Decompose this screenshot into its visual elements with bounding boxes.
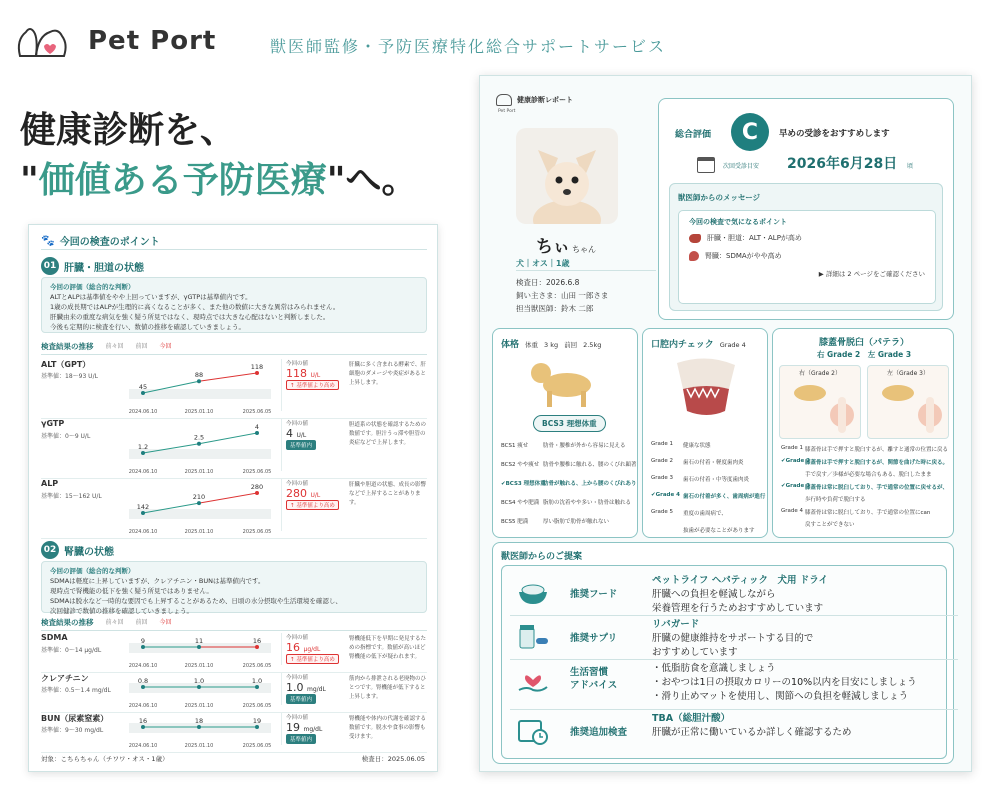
kidney-icon xyxy=(689,251,699,261)
suggestion-title: 獣医師からのご提案 xyxy=(501,552,583,562)
trend-point xyxy=(255,645,259,649)
suggestion-line: 肝臓への負担を軽減しながら xyxy=(652,589,776,600)
metric-name: ALP xyxy=(41,479,59,488)
trend-date-label: 2024.06.10 xyxy=(129,663,158,669)
grade-description: 肋骨や腰椎に触れる、腰のくびれ顕著 xyxy=(543,462,637,468)
current-value-number: 1.0 xyxy=(286,681,304,694)
supplement-icon xyxy=(516,622,550,652)
suggestion-line: 栄養管理を行うためおすすめしています xyxy=(652,603,824,614)
calendar-icon xyxy=(697,157,715,173)
metric-description: 腎機能低下を早期に発見するための指標です。数値が高いほど腎機能の低下が疑われます。 xyxy=(349,636,427,660)
metric-row xyxy=(41,633,427,673)
metric-trend-chart xyxy=(129,479,271,537)
metric-row xyxy=(41,673,427,713)
trend-value-label: 4 xyxy=(254,423,260,431)
brand-name: Pet Port xyxy=(88,26,217,56)
trend-value-label: 1.0 xyxy=(193,677,205,685)
current-value xyxy=(286,681,343,694)
trend-svg xyxy=(129,359,271,417)
grade-description: 歯石の付着・軽度歯肉炎 xyxy=(683,460,744,466)
small-logo-icon xyxy=(496,94,512,106)
current-value-label: 今回の値 xyxy=(286,635,309,641)
trend-date-label: 2025.06.05 xyxy=(242,529,271,535)
grade-code: BCS2 やや痩せ xyxy=(501,462,540,468)
message-point-kidney: 腎臓：SDMAがやや高め xyxy=(689,251,782,261)
trend-point xyxy=(197,379,201,383)
left-footer-date: 検査日：2025.06.05 xyxy=(361,755,425,763)
small-logo-text: Pet Port xyxy=(498,109,516,114)
suggestion-row xyxy=(510,618,958,660)
trend-point xyxy=(197,725,201,729)
trend-point xyxy=(255,371,259,375)
dog-teeth-photo xyxy=(673,353,739,423)
trend-value-label: 210 xyxy=(192,493,206,502)
patella-left-card: 左（Grade 3） xyxy=(867,365,949,439)
grade-description: 健康な状態 xyxy=(683,443,711,449)
current-value-box xyxy=(281,359,343,411)
pet-info: 犬｜オス｜1歳 xyxy=(516,259,570,268)
trend-date-label: 2024.06.10 xyxy=(129,743,158,749)
heart-hand-icon xyxy=(516,666,550,696)
trend-date-label: 2025.06.05 xyxy=(242,743,271,749)
message-inner-box: 今回の検査で気になるポイント 肝臓・胆道：ALT・ALPが高め 腎臓：SDMAがやや高め ▶ 詳細は 2 ページをご確認ください xyxy=(678,210,936,304)
current-value-box xyxy=(281,633,343,665)
grade-description: 戻すことができない xyxy=(805,522,855,528)
headline xyxy=(20,106,418,206)
patella-panel xyxy=(772,328,954,538)
grade-description: 手で戻す／歩様が必要な場合もある、脱臼したまま xyxy=(805,472,932,478)
trend-date-label: 2025.06.05 xyxy=(242,663,271,669)
status-badge: ↑ 基準値より高め xyxy=(286,500,339,510)
reference-band xyxy=(129,449,271,459)
calendar-clock-icon xyxy=(516,716,550,746)
kidney-trend-heading: 検査結果の推移 前々回 前回 今回 xyxy=(41,617,427,631)
message-panel: 獣医師からのメッセージ 今回の検査で気になるポイント 肝臓・胆道：ALT・ALPが高め 腎臓：SDMAがやや高め ▶ 詳細は 2 ページをご確認ください xyxy=(669,183,943,311)
suggestion-row xyxy=(510,662,958,710)
trend-point xyxy=(141,511,145,515)
current-value-number: 280 xyxy=(286,487,307,500)
suggestion-label: 推奨サプリ xyxy=(570,633,618,644)
grade-code: Grade 1 xyxy=(651,441,674,447)
trend-value-label: 280 xyxy=(250,483,264,491)
current-value-label: 今回の値 xyxy=(286,421,309,427)
trend-point xyxy=(255,431,259,435)
bcs-badge: BCS3 理想体重 xyxy=(533,415,606,432)
current-value-unit: U/L xyxy=(296,432,307,439)
right-report-page xyxy=(479,75,972,772)
trend-svg xyxy=(129,633,271,671)
next-visit-date: 2026年6月28日 xyxy=(787,156,898,172)
oral-panel xyxy=(642,328,768,538)
message-point-liver: 肝臓・胆道：ALT・ALPが高め xyxy=(689,233,802,243)
metric-description: 肝臓に多く含まれる酵素で、肝細胞のダメージや炎症があると上昇します。 xyxy=(349,362,426,386)
grade-code: BCS5 肥満 xyxy=(501,519,529,525)
trend-date-label: 2025.01.10 xyxy=(184,743,214,749)
suggestion-text xyxy=(652,662,917,704)
grade-description: 肋骨が触れる、上から腰のくびれあり xyxy=(543,481,637,487)
trend-date-label: 2024.06.10 xyxy=(129,409,158,415)
patella-right-card: 右（Grade 2） xyxy=(779,365,861,439)
trend-value-label: 0.8 xyxy=(137,677,149,685)
current-value-unit: U/L xyxy=(310,492,321,499)
metric-name: ALT（GPT） xyxy=(41,360,91,369)
current-value-unit: mg/dL xyxy=(307,686,326,693)
trend-svg xyxy=(129,419,271,477)
suggestion-line: おすすめしています xyxy=(652,647,738,658)
overall-label: 総合評価 xyxy=(675,130,712,140)
metric-reference: 基準値：15〜162 U/L xyxy=(41,493,102,500)
metric-trend-chart xyxy=(129,359,271,417)
trend-date-label: 2024.06.10 xyxy=(129,703,158,709)
brand-logo xyxy=(14,22,74,62)
patella-title: 膝蓋骨脱臼（パテラ） xyxy=(818,338,909,348)
liver-eval-box: 今回の評価（総合的な判断） ALTとALPは基準値をやや上回っていますが、γGTPは基準値内です。 1歳の成長期ではALPが生理的に高くなることが多く、また他の数値に大きな異常はみられません。 肝臓由来の重度な病気を強く疑う所見ではなく、現時点では大きな心配はないと判断しました。 今後も定期的に検査を行い、数値の推移を確認していきましょう。 xyxy=(41,277,427,333)
grade-description: 歩行時や負荷で脱臼する xyxy=(805,497,866,503)
current-value-number: 16 xyxy=(286,641,300,654)
current-value xyxy=(286,721,343,734)
lab-dog-illustration xyxy=(527,351,603,411)
trend-point xyxy=(197,501,201,505)
trend-point xyxy=(197,685,201,689)
left-footer-subject: 対象：こちらちゃん（チワワ・オス・1歳） xyxy=(41,755,169,763)
paw-icon: 🐾 xyxy=(41,234,55,247)
trend-date-label: 2025.01.10 xyxy=(184,663,214,669)
grade-description: 膝蓋骨は手で押すと脱臼するが、離すと通常の位置に戻る xyxy=(805,447,949,453)
trend-date-label: 2025.06.05 xyxy=(242,409,271,415)
metric-trend-chart xyxy=(129,713,271,751)
suggestion-list xyxy=(501,565,947,759)
metric-name: γGTP xyxy=(41,419,65,428)
trend-value-label: 142 xyxy=(136,503,150,511)
grade-description: 歯石の付着が多く、歯周病が進行 xyxy=(683,494,766,500)
metric-name: BUN（尿素窒素） xyxy=(41,714,109,723)
current-value xyxy=(286,367,343,380)
reference-band xyxy=(129,509,271,519)
trend-line-segment xyxy=(199,433,257,444)
current-value-number: 19 xyxy=(286,721,300,734)
trend-value-label: 16 xyxy=(138,717,148,725)
food-bowl-icon xyxy=(516,578,550,608)
trend-point xyxy=(141,391,145,395)
grade-description: 脂肪の沈着やや多い・肋骨は触れる xyxy=(543,500,632,506)
current-value xyxy=(286,427,343,440)
pet-logo-icon xyxy=(14,22,74,62)
trend-point xyxy=(255,725,259,729)
trend-line-segment xyxy=(199,373,257,381)
grade-description: 膝蓋骨は手で押すと脱臼するが、関節を曲げた時に戻る。 xyxy=(805,459,949,466)
suggestion-text xyxy=(652,712,852,740)
trend-value-label: 2.5 xyxy=(193,433,205,442)
current-value-box xyxy=(281,419,343,471)
teeth-icon xyxy=(673,353,739,423)
pet-photo xyxy=(516,128,618,224)
current-value-number: 4 xyxy=(286,427,293,440)
trend-point xyxy=(255,685,259,689)
pet-name-row: ちぃ ちゃん xyxy=(536,237,596,257)
trend-point xyxy=(141,685,145,689)
trend-value-label: 19 xyxy=(252,717,262,725)
suggestion-line: ・滑り止めマットを使用し、関節への負担を軽減しましょう xyxy=(652,691,909,702)
trend-point xyxy=(141,725,145,729)
metric-reference: 基準値：0.5〜1.4 mg/dL xyxy=(41,687,111,694)
dog-body-icon xyxy=(527,351,603,411)
trend-svg xyxy=(129,479,271,537)
metric-row xyxy=(41,713,427,753)
grade-code: Grade 4 xyxy=(781,507,804,514)
suggestion-line: 肝臓が正常に働いているか詳しく確認するため xyxy=(652,727,852,738)
current-value-label: 今回の値 xyxy=(286,481,309,487)
grade-code: BCS4 やや肥満 xyxy=(501,500,540,506)
grade-code: ✔Grade 4 xyxy=(651,492,680,498)
metric-trend-chart xyxy=(129,673,271,711)
current-value-label: 今回の値 xyxy=(286,715,309,721)
trend-date-label: 2025.06.05 xyxy=(242,703,271,709)
trend-date-label: 2024.06.10 xyxy=(129,469,158,475)
current-value-unit: U/L xyxy=(310,372,321,379)
current-value xyxy=(286,641,343,654)
trend-value-label: 9 xyxy=(140,637,146,645)
metric-trend-chart xyxy=(129,633,271,671)
grade-code: Grade 2 xyxy=(651,458,674,464)
metric-row xyxy=(41,419,427,479)
metric-trend-chart xyxy=(129,419,271,477)
liver-trend-heading: 検査結果の推移 前々回 前回 今回 xyxy=(41,341,427,355)
suggestion-line: ・低脂肪食を意識しましょう xyxy=(652,663,776,674)
current-value-number: 118 xyxy=(286,367,307,380)
suggestion-label: 生活習慣 アドバイス xyxy=(570,667,618,691)
trend-point xyxy=(255,491,259,495)
current-value-label: 今回の値 xyxy=(286,675,309,681)
headline-accent: 価値ある予防医療 xyxy=(38,160,327,201)
grade-description: 膝蓋骨は常に脱臼しており、手で通常の位置にcan xyxy=(805,509,931,516)
grade-code: Grade 5 xyxy=(651,509,674,515)
trend-date-label: 2024.06.10 xyxy=(129,529,158,535)
suggestion-row xyxy=(510,712,958,754)
grade-code: ✔BCS3 理想体重 xyxy=(501,481,546,487)
section-liver-heading: 01 肝臓・胆道の状態 xyxy=(41,257,144,275)
suggestion-line: 肝臓の健康維持をサポートする目的で xyxy=(652,633,814,644)
trend-value-label: 18 xyxy=(194,717,204,725)
metric-row xyxy=(41,359,427,419)
liver-icon xyxy=(689,234,701,243)
grade-circle: C xyxy=(731,113,769,151)
grade-code: ✔Grade 2 xyxy=(781,457,810,464)
current-value-box xyxy=(281,673,343,705)
metric-name: クレアチニン xyxy=(41,674,89,683)
pet-details: 検査日：2026.6.8 飼い主さま：山田 一郎さま 担当獣医師：鈴木 二郎 xyxy=(516,278,609,313)
trend-value-label: 45 xyxy=(138,383,148,391)
suggestion-line: TBA（総胆汁酸） xyxy=(652,713,731,724)
metric-reference: 基準値：18〜93 U/L xyxy=(41,373,98,380)
knee-left-icon xyxy=(868,377,950,437)
grade-description: 膝蓋骨は常に脱臼しており、手で通常の位置に戻せるが、 xyxy=(805,484,949,491)
grade-description: 重度の歯周病で、 xyxy=(683,511,727,517)
current-value-unit: mg/dL xyxy=(303,726,323,733)
grade-description: 肋骨・腰椎が外から容易に見える xyxy=(543,443,626,449)
suggestion-line: ペットライフ ヘパティック 犬用 ドライ xyxy=(652,575,829,586)
trend-value-label: 1.2 xyxy=(137,443,149,451)
trend-point xyxy=(141,451,145,455)
trend-date-label: 2025.01.10 xyxy=(184,529,214,535)
next-visit-label: 次回受診目安 xyxy=(723,163,760,170)
trend-date-label: 2025.06.05 xyxy=(242,469,271,475)
chihuahua-icon xyxy=(516,128,618,224)
grade-code: Grade 3 xyxy=(651,475,674,481)
section-kidney-heading: 02 腎臓の状態 xyxy=(41,541,114,559)
trend-point xyxy=(141,645,145,649)
message-more-link[interactable]: ▶ 詳細は 2 ページをご確認ください xyxy=(818,270,925,278)
trend-date-label: 2025.01.10 xyxy=(184,469,214,475)
current-value-label: 今回の値 xyxy=(286,361,309,367)
trend-line-segment xyxy=(199,493,257,503)
grade-description: 歯石の付着・中等度歯肉炎 xyxy=(683,477,750,483)
trend-svg xyxy=(129,673,271,711)
knee-right-icon xyxy=(780,377,862,437)
trend-svg xyxy=(129,713,271,751)
suggestion-row xyxy=(510,574,958,616)
metric-reference: 基準値：9〜30 mg/dL xyxy=(41,727,104,734)
status-badge: ↑ 基準値より高め xyxy=(286,380,339,390)
suggestion-panel xyxy=(492,542,954,764)
suggestion-label: 推奨追加検査 xyxy=(570,727,628,738)
metric-reference: 基準値：0〜14 μg/dL xyxy=(41,647,102,654)
patella-subtitle: 右 Grade 2 左 Grade 3 xyxy=(816,350,912,359)
trend-point xyxy=(197,645,201,649)
current-value-box xyxy=(281,479,343,531)
trend-date-label: 2025.01.10 xyxy=(184,409,214,415)
trend-value-label: 16 xyxy=(252,637,262,645)
grade-description: 抜歯が必要なことがあります xyxy=(683,528,755,534)
overall-panel xyxy=(658,98,954,320)
suggestion-line: リバガード xyxy=(652,619,700,630)
left-report-page xyxy=(28,224,438,772)
reference-band xyxy=(129,389,271,399)
trend-date-label: 2025.01.10 xyxy=(184,703,214,709)
metric-description: 肝臓や胆道の状態、成長の影響などで上昇することがあります。 xyxy=(349,482,427,506)
kidney-eval-box: 今回の評価（総合的な判断） SDMAは軽度に上昇していますが、クレアチニン・BUNは基準値内です。 現時点で腎機能の低下を強く疑う所見ではありません。 SDMAは脱水など一時的な要因でも上昇することがあるため、日頃の水分摂取や生活環境を確認し、 次回健診で数値の推移を確認していきましょう。 xyxy=(41,561,427,613)
body-heading: 体格 体重 3 kg 前回 2.5kg xyxy=(501,340,602,350)
status-badge: 基準値内 xyxy=(286,694,316,704)
suggestion-text xyxy=(652,618,813,660)
metric-description: 腎機能や体内の代謝を確認する数値です。脱水や食事の影響も受けます。 xyxy=(349,716,427,740)
metric-row xyxy=(41,479,427,539)
grade-code: Grade 1 xyxy=(781,445,804,451)
trend-point xyxy=(197,442,201,446)
status-badge: ↑ 基準値より高め xyxy=(286,654,339,664)
current-value-unit: μg/dL xyxy=(303,646,321,653)
metric-name: SDMA xyxy=(41,633,68,642)
suggestion-label: 推奨フード xyxy=(570,589,618,600)
metric-description: 筋肉から排泄される老廃物のひとつです。腎機能が低下すると上昇します。 xyxy=(349,676,427,700)
grade-description: 厚い脂肪で肋骨が触れない xyxy=(543,519,610,525)
tagline: 獣医師監修・予防医療特化総合サポートサービス xyxy=(270,37,667,56)
current-value-box xyxy=(281,713,343,745)
trend-value-label: 88 xyxy=(194,371,204,380)
trend-value-label: 118 xyxy=(250,363,264,371)
suggestion-line: ・おやつは1日の摂取カロリーの10%以内を目安にしましょう xyxy=(652,677,917,688)
status-badge: 基準値内 xyxy=(286,734,316,744)
grade-code: BCS1 痩せ xyxy=(501,443,529,449)
suggestion-text xyxy=(652,574,828,616)
current-value xyxy=(286,487,343,500)
body-panel xyxy=(492,328,638,538)
headline-line1: 健康診断を、 xyxy=(20,110,237,151)
overall-comment: 早めの受診をおすすめします xyxy=(779,129,890,139)
next-visit-suffix: 頃 xyxy=(907,163,914,170)
left-report-title: 🐾 今回の検査のポイント xyxy=(41,234,160,248)
trend-value-label: 1.0 xyxy=(251,677,263,685)
status-badge: 基準値内 xyxy=(286,440,316,450)
metric-description: 胆道系の状態を確認するための数値です。胆汁うっ滞や胆管の炎症などで上昇します。 xyxy=(349,422,427,446)
headline-line2: "価値ある予防医療"へ。 xyxy=(20,160,418,201)
trend-value-label: 11 xyxy=(194,637,204,645)
grade-code: ✔Grade 3 xyxy=(781,482,810,489)
report-header: 健康診断レポート xyxy=(496,94,573,106)
metric-reference: 基準値：0〜9 U/L xyxy=(41,433,91,440)
oral-heading: 口腔内チェック Grade 4 xyxy=(651,340,746,350)
